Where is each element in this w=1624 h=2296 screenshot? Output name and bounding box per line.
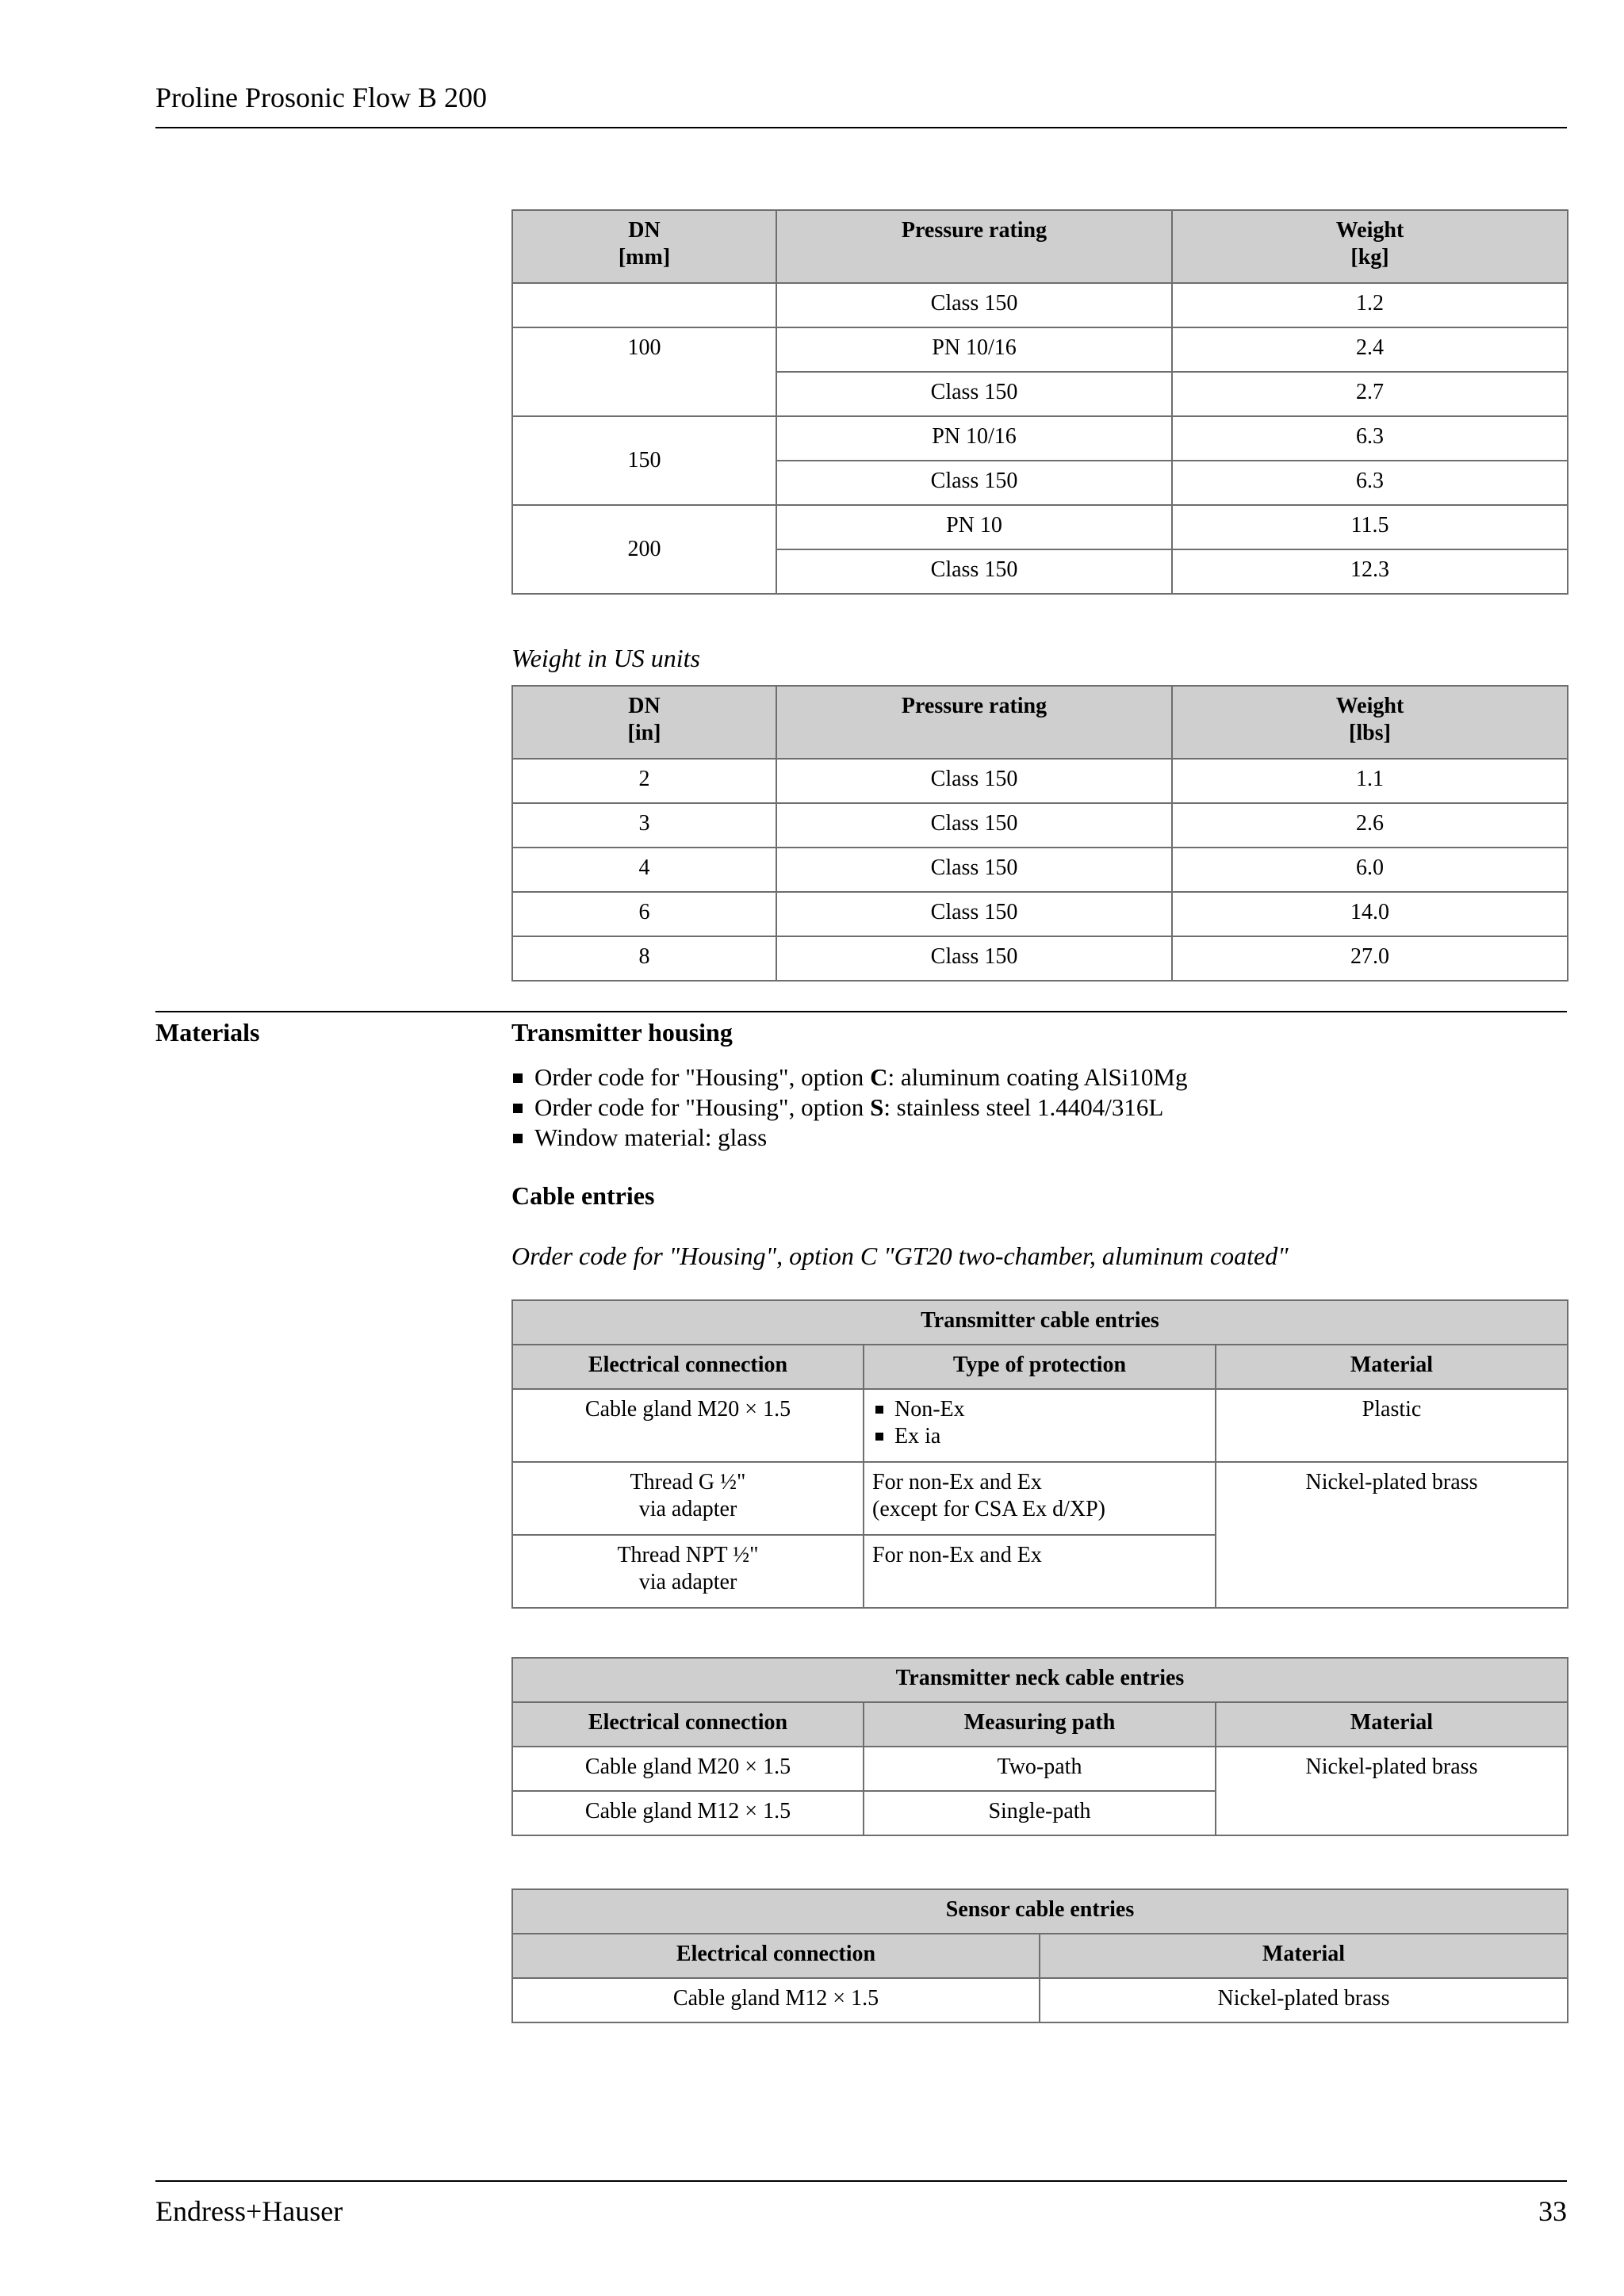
page-number: 33 xyxy=(1538,2195,1567,2227)
list-item: Non-Ex xyxy=(872,1396,1207,1423)
housing-list xyxy=(511,1062,1187,1153)
table-cell-connection: Cable gland M12 × 1.5 xyxy=(512,1791,864,1835)
column-header-dn: DN [in] xyxy=(512,686,776,759)
table-cell-pressure: Class 150 xyxy=(776,372,1172,416)
table-row xyxy=(512,803,1568,848)
column-header-material: Material xyxy=(1216,1702,1568,1747)
table-row xyxy=(512,1462,1568,1535)
table-cell-connection: Thread NPT ½" via adapter xyxy=(512,1535,864,1608)
table-cell-pressure: Class 150 xyxy=(776,283,1172,327)
table-row xyxy=(512,848,1568,892)
table-cell-pressure: PN 10 xyxy=(776,505,1172,549)
table-cell-weight: 6.3 xyxy=(1172,416,1568,461)
table-title-row xyxy=(512,1300,1568,1345)
table-cell-weight: 27.0 xyxy=(1172,936,1568,981)
table-row xyxy=(512,505,1568,549)
table-cell-weight: 6.0 xyxy=(1172,848,1568,892)
weight-si-table xyxy=(511,209,1568,595)
table-cell-material: Nickel-plated brass xyxy=(1040,1978,1568,2022)
table-row xyxy=(512,1389,1568,1462)
table-row xyxy=(512,416,1568,461)
table-cell-pressure: Class 150 xyxy=(776,549,1172,594)
table-cell-pressure: PN 10/16 xyxy=(776,416,1172,461)
table-cell-connection: Thread G ½" via adapter xyxy=(512,1462,864,1535)
table-cell-protection: For non-Ex and Ex xyxy=(864,1535,1216,1608)
table-header-row xyxy=(512,686,1568,759)
column-header-connection: Electrical connection xyxy=(512,1702,864,1747)
table-title: Transmitter neck cable entries xyxy=(512,1658,1568,1702)
table-cell-weight: 1.1 xyxy=(1172,759,1568,803)
table-header-row xyxy=(512,210,1568,283)
table-header-row xyxy=(512,1702,1568,1747)
sensor-cable-table xyxy=(511,1888,1568,2023)
table-row xyxy=(512,1978,1568,2022)
cable-entries-caption: Order code for "Housing", option C "GT20 two-chamber, aluminum coated" xyxy=(511,1242,1289,1270)
table-cell-weight: 2.6 xyxy=(1172,803,1568,848)
footer-divider xyxy=(155,2180,1567,2182)
table-cell-dn: 6 xyxy=(512,892,776,936)
column-header-protection: Type of protection xyxy=(864,1345,1216,1389)
table-cell-dn: 8 xyxy=(512,936,776,981)
table-cell-pressure: Class 150 xyxy=(776,892,1172,936)
weight-us-caption: Weight in US units xyxy=(511,644,700,672)
list-item: Order code for "Housing", option C: aluminum coating AlSi10Mg xyxy=(511,1062,1187,1093)
table-cell-weight: 1.2 xyxy=(1172,283,1568,327)
column-header-connection: Electrical connection xyxy=(512,1934,1040,1978)
table-cell-dn xyxy=(512,283,776,327)
sensor-cable-table-block xyxy=(511,1888,1567,2023)
column-header-dn: DN [mm] xyxy=(512,210,776,283)
header-divider xyxy=(155,127,1567,128)
table-title-row xyxy=(512,1658,1568,1702)
table-cell-pressure: PN 10/16 xyxy=(776,327,1172,372)
weight-us-table xyxy=(511,685,1568,982)
table-row xyxy=(512,759,1568,803)
table-cell-weight: 14.0 xyxy=(1172,892,1568,936)
table-cell-weight: 2.7 xyxy=(1172,372,1568,416)
table-cell-pressure: Class 150 xyxy=(776,803,1172,848)
table-row xyxy=(512,283,1568,327)
column-header-material: Material xyxy=(1040,1934,1568,1978)
table-cell-dn: 150 xyxy=(512,416,776,505)
table-cell-material: Nickel-plated brass xyxy=(1216,1747,1568,1835)
table-title: Sensor cable entries xyxy=(512,1889,1568,1934)
table-cell-path: Two-path xyxy=(864,1747,1216,1791)
footer-brand: Endress+Hauser xyxy=(155,2195,343,2227)
table-row xyxy=(512,936,1568,981)
cable-entries-heading: Cable entries xyxy=(511,1181,655,1210)
table-cell-connection: Cable gland M12 × 1.5 xyxy=(512,1978,1040,2022)
table-cell-dn: 200 xyxy=(512,505,776,594)
section-label-materials: Materials xyxy=(155,1018,260,1047)
protection-list xyxy=(872,1396,1207,1450)
neck-cable-table xyxy=(511,1657,1568,1836)
transmitter-housing-heading: Transmitter housing xyxy=(511,1018,733,1047)
table-cell-pressure: Class 150 xyxy=(776,461,1172,505)
table-title-row xyxy=(512,1889,1568,1934)
column-header-material: Material xyxy=(1216,1345,1568,1389)
column-header-weight: Weight [kg] xyxy=(1172,210,1568,283)
table-cell-connection: Cable gland M20 × 1.5 xyxy=(512,1389,864,1462)
transmitter-cable-table xyxy=(511,1299,1568,1609)
list-item: Order code for "Housing", option S: stainless steel 1.4404/316L xyxy=(511,1093,1187,1123)
table-cell-dn: 2 xyxy=(512,759,776,803)
table-row xyxy=(512,1747,1568,1791)
table-row xyxy=(512,327,1568,372)
table-cell-dn: 100 xyxy=(512,327,776,416)
table-cell-protection xyxy=(864,1389,1216,1462)
table-cell-pressure: Class 150 xyxy=(776,848,1172,892)
column-header-pressure: Pressure rating xyxy=(776,210,1172,283)
neck-cable-table-block xyxy=(511,1657,1567,1836)
table-cell-pressure: Class 150 xyxy=(776,936,1172,981)
table-cell-path: Single-path xyxy=(864,1791,1216,1835)
table-cell-dn: 4 xyxy=(512,848,776,892)
weight-si-table-block xyxy=(511,209,1567,595)
page-header-title: Proline Prosonic Flow B 200 xyxy=(155,82,488,113)
table-cell-pressure: Class 150 xyxy=(776,759,1172,803)
list-item: Ex ia xyxy=(872,1423,1207,1450)
table-cell-weight: 11.5 xyxy=(1172,505,1568,549)
list-item: Window material: glass xyxy=(511,1123,1187,1153)
table-cell-connection: Cable gland M20 × 1.5 xyxy=(512,1747,864,1791)
table-header-row xyxy=(512,1934,1568,1978)
table-cell-dn: 3 xyxy=(512,803,776,848)
column-header-path: Measuring path xyxy=(864,1702,1216,1747)
transmitter-cable-table-block xyxy=(511,1299,1567,1609)
section-divider xyxy=(155,1011,1567,1012)
table-header-row xyxy=(512,1345,1568,1389)
table-cell-weight: 2.4 xyxy=(1172,327,1568,372)
table-title: Transmitter cable entries xyxy=(512,1300,1568,1345)
column-header-pressure: Pressure rating xyxy=(776,686,1172,759)
weight-us-table-block xyxy=(511,685,1567,982)
table-cell-protection: For non-Ex and Ex (except for CSA Ex d/XP) xyxy=(864,1462,1216,1535)
table-row xyxy=(512,892,1568,936)
table-cell-material: Plastic xyxy=(1216,1389,1568,1462)
column-header-connection: Electrical connection xyxy=(512,1345,864,1389)
table-cell-material: Nickel-plated brass xyxy=(1216,1462,1568,1608)
table-cell-weight: 12.3 xyxy=(1172,549,1568,594)
table-cell-weight: 6.3 xyxy=(1172,461,1568,505)
column-header-weight: Weight [lbs] xyxy=(1172,686,1568,759)
